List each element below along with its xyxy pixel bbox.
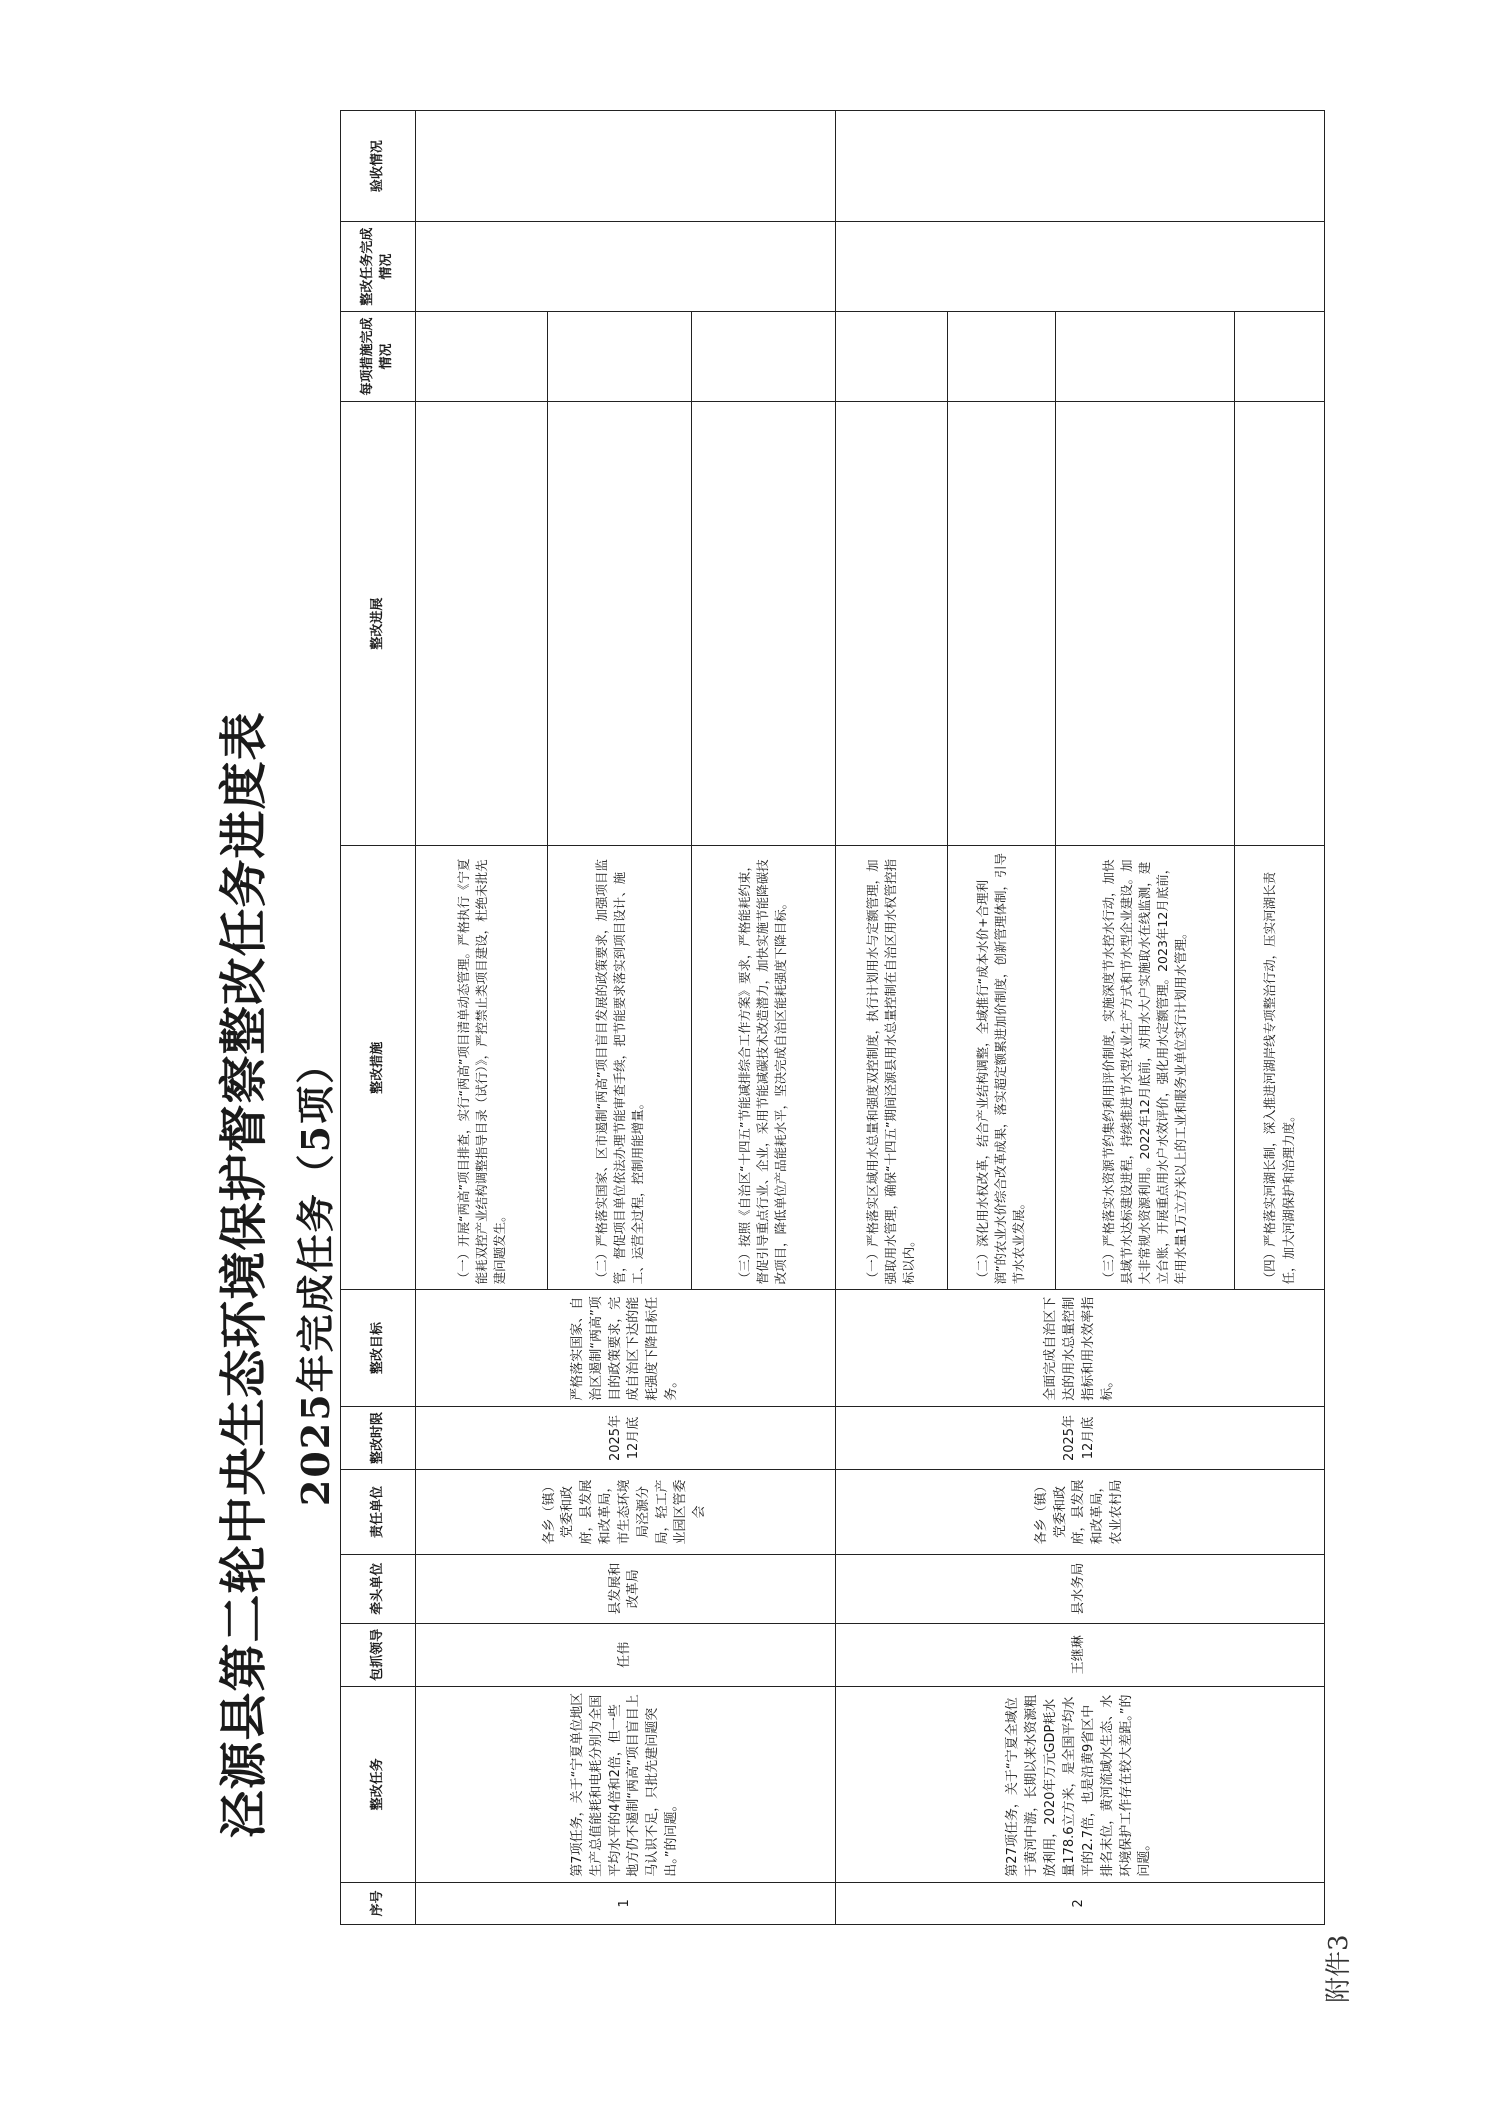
task-status-cell	[416, 222, 836, 312]
progress-cell	[1055, 401, 1235, 845]
header-measures: 整改措施	[341, 846, 416, 1290]
goal-cell: 严格落实国家、自治区遏制“两高”项目的政策要求，完成自治区下达的能耗强度下降目标任务。	[416, 1290, 836, 1406]
per-measure-cell	[692, 312, 836, 402]
measure-cell: （二）严格落实国家、区市遏制“两高”项目盲目发展的政策要求，加强项目监管，督促项目单位依法办理节能审查手续，把节能要求落实到项目设计、施工、运营全过程，控制用能增量。	[548, 846, 692, 1290]
acceptance-cell	[835, 111, 1324, 222]
per-measure-cell	[947, 312, 1055, 402]
per-measure-cell	[1235, 312, 1325, 402]
measure-cell: （四）严格落实河湖长制，深入推进河湖岸线专项整治行动，压实河湖长责任，加大河湖保护和治理力度。	[1235, 846, 1325, 1290]
progress-cell	[416, 401, 548, 845]
per-measure-cell	[548, 312, 692, 402]
header-goal: 整改目标	[341, 1290, 416, 1406]
measure-cell: （一）严格落实区域用水总量和强度双控制度，执行计划用水与定额管理，加强取用水管理，确保“十四五”期间泾源县用水总量控制在自治区用水权管控指标以内。	[835, 846, 947, 1290]
header-acceptance: 验收情况	[341, 111, 416, 222]
document-subtitle: 2025年完成任务（5项）	[293, 1043, 338, 1507]
leader-cell: 王继琳	[835, 1623, 1324, 1686]
measure-cell: （一）开展“两高”项目排查，实行“两高”项目清单动态管理。严格执行《宁夏能耗双控产业结构调整指导目录（试行）》，严控禁止类项目建设，杜绝未批先建问题发生。	[416, 846, 548, 1290]
goal-cell: 全面完成自治区下达的用水总量控制指标和用水效率指标。	[835, 1290, 1324, 1406]
header-per-measure: 每项措施完成情况	[341, 312, 416, 402]
lead-unit-cell: 县发展和改革局	[416, 1554, 836, 1623]
header-leader: 包抓领导	[341, 1623, 416, 1686]
deadline-cell: 2025年12月底	[835, 1406, 1324, 1469]
progress-table	[340, 110, 1325, 1925]
acceptance-cell	[416, 111, 836, 222]
per-measure-cell	[835, 312, 947, 402]
header-task-status: 整改任务完成情况	[341, 222, 416, 312]
measure-cell: （三）按照《自治区“十四五”节能减排综合工作方案》要求，严格能耗约束，督促引导重点行业、企业，采用节能减碳技术改造潜力，加快实施节能降碳技改项目，降低单位产品能耗水平，坚决完成自治区能耗强度下降目标。	[692, 846, 836, 1290]
progress-cell	[1235, 401, 1325, 845]
leader-cell: 任伟	[416, 1623, 836, 1686]
lead-unit-cell: 县水务局	[835, 1554, 1324, 1623]
measure-cell: （三）严格落实水资源节约集约利用评价制度，实施深度节水控水行动，加快县域节水达标建设进程，持续推进节水型农业生产方式和节水型企业建设。加大非常规水资源利用。2022年12月底前，对用水大户实施取水在线监测，建立台账，开展重点用水户水效评价，强化用水定额管理。2023年12月底前，年用水量1万立方米以上的工业和服务业单位实行计划用水管理。	[1055, 846, 1235, 1290]
deadline-cell: 2025年12月底	[416, 1406, 836, 1469]
progress-cell	[947, 401, 1055, 845]
per-measure-cell	[416, 312, 548, 402]
seq-cell: 1	[416, 1882, 836, 1924]
header-resp-unit: 责任单位	[341, 1470, 416, 1555]
header-lead-unit: 牵头单位	[341, 1554, 416, 1623]
task-cell: 第7项任务，关于“宁夏单位地区生产总值能耗和电耗分别为全国平均水平的4倍和2倍，但一些地方仍不遏制“两高”项目盲目上马认识不足，只批先建问题突出。”的问题。	[416, 1687, 836, 1883]
table-row	[835, 111, 947, 1925]
header-deadline: 整改时限	[341, 1406, 416, 1469]
measure-cell: （二）深化用水权改革，结合产业结构调整，全域推行“成本水价+合理利润”的农业水价综合改革成果，落实超定额累进加价制度，创新管理体制，引导节水农业发展。	[947, 846, 1055, 1290]
header-row	[341, 111, 416, 1925]
task-status-cell	[835, 222, 1324, 312]
header-seq: 序号	[341, 1882, 416, 1924]
document-title: 泾源县第二轮中央生态环境保护督察整改任务进度表	[216, 711, 272, 1839]
resp-unit-cell: 各乡（镇）党委和政府，县发展和改革局，农业农村局	[835, 1470, 1324, 1555]
per-measure-cell	[1055, 312, 1235, 402]
resp-unit-cell: 各乡（镇）党委和政府，县发展和改革局，市生态环境局泾源分局，轻工产业园区管委会	[416, 1470, 836, 1555]
task-cell: 第27项任务，关于“宁夏全域位于黄河中游，长期以来水资源粗放利用，2020年万元GDP耗水量178.6立方米，是全国平均水平的2.7倍，也是沿黄9省区中排名末位，黄河流域水生态、水环境保护工作存在较大差距。”的问题。	[835, 1687, 1324, 1883]
header-progress: 整改进展	[341, 401, 416, 845]
progress-cell	[835, 401, 947, 845]
progress-cell	[692, 401, 836, 845]
attachment-label: 附件3	[1324, 1934, 1354, 2003]
progress-cell	[548, 401, 692, 845]
table-row	[416, 111, 548, 1925]
seq-cell: 2	[835, 1882, 1324, 1924]
header-task: 整改任务	[341, 1687, 416, 1883]
